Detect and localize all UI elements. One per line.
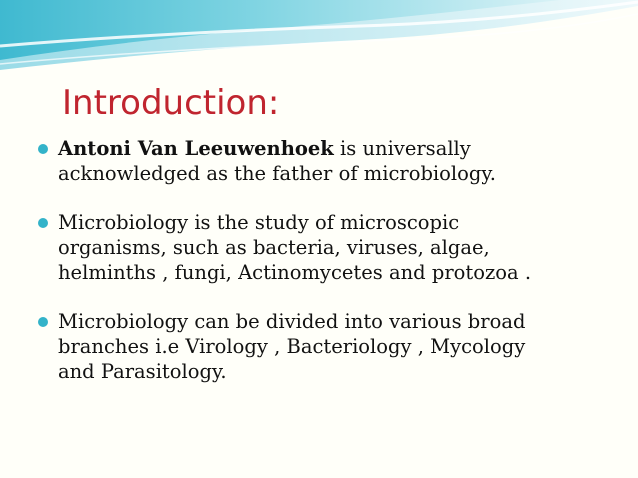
bullet-line-1-rest: is universally: [333, 137, 471, 160]
slide-title: Introduction:: [62, 83, 280, 123]
bullet-item-3: [38, 309, 628, 384]
header-wave-decoration: [0, 0, 638, 80]
bullet-line-3-3: and Parasitology.: [58, 360, 227, 383]
bullet-list: [38, 136, 628, 408]
bullet-icon: [38, 144, 48, 154]
bullet-icon: [38, 218, 48, 228]
bullet-line-2-1: Microbiology is the study of microscopic: [58, 211, 460, 234]
bullet-item-2: [38, 210, 628, 285]
bullet-line-1-1: [58, 136, 628, 161]
bullet-item-1: [38, 136, 628, 186]
bullet-icon: [38, 317, 48, 327]
bullet-line-3-1: Microbiology can be divided into various broad: [58, 310, 526, 333]
bullet-line-3-2: branches i.e Virology , Bacteriology , Mycology: [58, 335, 526, 358]
bullet-line-2-2: organisms, such as bacteria, viruses, algae,: [58, 236, 490, 259]
bullet-bold-name: Antoni Van Leeuwenhoek: [58, 137, 334, 160]
bullet-line-2-3: helminths , fungi, Actinomycetes and protozoa .: [58, 261, 532, 284]
bullet-line-1-2: acknowledged as the father of microbiology.: [58, 162, 496, 185]
